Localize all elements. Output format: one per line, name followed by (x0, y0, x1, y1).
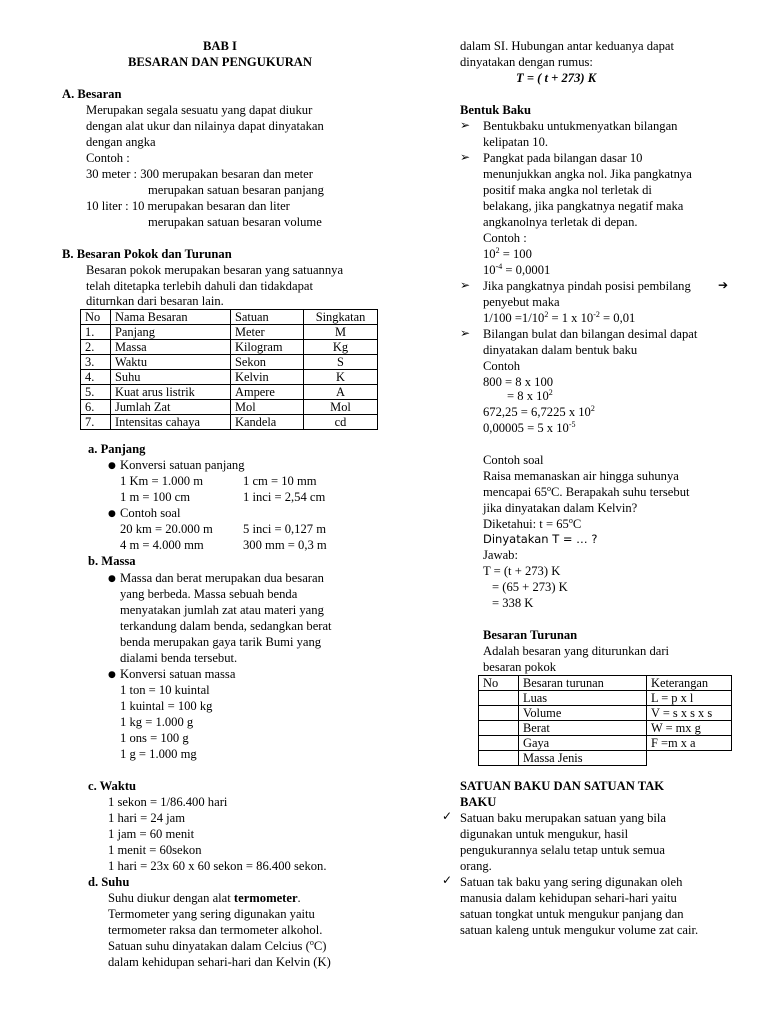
table-cell: M (304, 325, 378, 340)
text-run: = 0,0001 (502, 263, 551, 277)
exponent-example: 800 = 8 x 100 (483, 375, 554, 389)
conversion-row: 5 inci = 0,127 m (243, 522, 327, 536)
conversion-row: 1 kg = 1.000 g (120, 715, 194, 729)
table-cell (647, 751, 732, 766)
bullet-text: Contoh (483, 359, 521, 373)
section-a-text: dengan angka (86, 135, 156, 149)
contoh-soal-heading: Contoh soal (483, 453, 544, 467)
exponent-example (483, 420, 576, 436)
table-cell: Berat (519, 721, 647, 736)
section-a-heading: A. Besaran (62, 87, 122, 101)
table-row (81, 370, 378, 385)
superscript: o (568, 515, 573, 525)
table-cell: Suhu (111, 370, 231, 385)
table-cell: Kilogram (231, 340, 304, 355)
waktu-heading: c. Waktu (88, 779, 137, 793)
table-cell: Massa (111, 340, 231, 355)
text-run: C (572, 517, 582, 531)
section-b-heading: B. Besaran Pokok dan Turunan (62, 247, 232, 261)
table-header-cell: No (479, 676, 519, 691)
soal-text (483, 484, 690, 500)
conversion-row: 1 ton = 10 kuintal (120, 683, 210, 697)
panjang-heading: a. Panjang (88, 442, 146, 456)
text-run: C. Berapakah suhu tersebut (551, 485, 690, 499)
bentuk-baku-heading: Bentuk Baku (460, 103, 532, 117)
conversion-row: 1 ons = 100 g (120, 731, 189, 745)
text-run: = 1 x 10 (548, 311, 594, 325)
section-a-text: dengan alat ukur dan nilainya dapat dinyatakan (86, 119, 324, 133)
section-b-text: Besaran pokok merupakan besaran yang satuannya (86, 263, 344, 277)
bullet-text: belakang, jika pangkatnya negatif maka (483, 199, 684, 213)
table-cell: V = s x s x s (647, 706, 732, 721)
table-header-cell: No (81, 310, 111, 325)
conversion-row: 1 menit = 60sekon (108, 843, 202, 857)
table-row (81, 415, 378, 430)
bullet-text: orang. (460, 859, 492, 873)
table-cell: 4. (81, 370, 111, 385)
bullet-text: Konversi satuan massa (120, 667, 236, 681)
table-row (81, 355, 378, 370)
arrowhead-bullet-icon: ➢ (460, 278, 471, 292)
table-cell: Ampere (231, 385, 304, 400)
conversion-row: 1 g = 1.000 mg (120, 747, 197, 761)
text-run: C) (313, 939, 327, 953)
table-row (81, 400, 378, 415)
table-cell: Gaya (519, 736, 647, 751)
conversion-row: 1 cm = 10 mm (243, 474, 317, 488)
arrowhead-bullet-icon: ➢ (460, 118, 471, 132)
soal-text: Dinyatakan T = … ? (483, 532, 598, 546)
example-line: 10 liter : 10 merupakan besaran dan liter (86, 199, 290, 213)
satuan-baku-heading: SATUAN BAKU DAN SATUAN TAK (460, 779, 665, 793)
section-b-text: diturnkan dari besaran lain. (86, 294, 224, 308)
soal-text (483, 516, 581, 532)
derived-quantity-table (478, 675, 732, 766)
bullet-text: Massa dan berat merupakan dua besaran (120, 571, 324, 585)
table-cell: Mol (304, 400, 378, 415)
table-cell: Meter (231, 325, 304, 340)
superscript: 2 (495, 245, 500, 255)
bullet-text: dinyatakan dalam bentuk baku (483, 343, 638, 357)
table-cell (479, 751, 519, 766)
table-row (479, 691, 732, 706)
example-line: merupakan satuan besaran panjang (148, 183, 324, 197)
bullet-text: positif maka angka nol terletak di (483, 183, 652, 197)
bullet-text: Satuan tak baku yang sering digunakan oleh (460, 875, 683, 889)
conversion-row: 1 jam = 60 menit (108, 827, 195, 841)
table-cell: 1. (81, 325, 111, 340)
bullet-text: angkanolnya terletak di depan. (483, 215, 638, 229)
emphasis-text: termometer (233, 891, 298, 905)
text-run: = 0,01 (599, 311, 636, 325)
table-cell: 7. (81, 415, 111, 430)
table-cell: F =m x a (647, 736, 732, 751)
checkmark-bullet-icon: ✓ (442, 873, 453, 887)
table-cell: K (304, 370, 378, 385)
table-cell: S (304, 355, 378, 370)
table-cell: L = p x l (647, 691, 732, 706)
conversion-row: 300 mm = 0,3 m (243, 538, 327, 552)
bullet-text: kelipatan 10. (483, 135, 549, 149)
table-header-row (81, 310, 378, 325)
superscript: 2 (544, 309, 549, 319)
turunan-text: Adalah besaran yang diturunkan dari (483, 644, 670, 658)
exponent-example (483, 404, 595, 420)
suhu-heading: d. Suhu (88, 875, 130, 889)
exponent-example (483, 262, 550, 278)
bullet-text: Bilangan bulat dan bilangan desimal dapat (483, 327, 698, 341)
superscript: -5 (568, 419, 576, 429)
table-row (479, 706, 732, 721)
bullet-text: Contoh soal (120, 506, 181, 520)
text-run: = 100 (499, 247, 532, 261)
conversion-row: 1 kuintal = 100 kg (120, 699, 213, 713)
suhu-text (108, 890, 301, 906)
massa-heading: b. Massa (88, 554, 136, 568)
table-cell (479, 721, 519, 736)
superscript: -4 (495, 261, 503, 271)
bullet-text: manusia dalam kehidupan sehari-hari yaitu (460, 891, 677, 905)
chapter-number: BAB I (203, 39, 237, 53)
satuan-baku-heading: BAKU (460, 795, 497, 809)
table-cell: Volume (519, 706, 647, 721)
example-line: 30 meter : 300 merupakan besaran dan meter (86, 167, 313, 181)
table-cell: Luas (519, 691, 647, 706)
bullet-text: Contoh : (483, 231, 527, 245)
table-cell: 2. (81, 340, 111, 355)
superscript: o (547, 483, 551, 493)
text-run: Satuan suhu dinyatakan dalam Celcius ( (108, 939, 310, 953)
base-quantity-table (80, 309, 378, 430)
arrowhead-bullet-icon: ➢ (460, 150, 471, 164)
round-bullet-icon: ● (108, 461, 116, 471)
text-run: 672,25 = 6,7225 x 10 (483, 405, 591, 419)
bullet-text: dialami benda tersebut. (120, 651, 238, 665)
example-line: merupakan satuan besaran volume (148, 215, 322, 229)
bullet-text: benda merupakan gaya tarik Bumi yang (120, 635, 322, 649)
conversion-row: 4 m = 4.000 mm (120, 538, 204, 552)
conversion-row: 1 m = 100 cm (120, 490, 191, 504)
table-row (479, 721, 732, 736)
table-row (81, 325, 378, 340)
kelvin-formula: T = ( t + 273) K (516, 71, 597, 85)
suhu-text: dalam kehidupan sehari-hari dan Kelvin (K) (108, 955, 331, 969)
round-bullet-icon: ● (108, 670, 116, 680)
bullet-text: digunakan untuk mengukur, hasil (460, 827, 629, 841)
table-header-row (479, 676, 732, 691)
table-cell: 3. (81, 355, 111, 370)
superscript: -2 (593, 309, 600, 319)
table-cell: 5. (81, 385, 111, 400)
besaran-turunan-heading: Besaran Turunan (483, 628, 578, 642)
round-bullet-icon: ● (108, 509, 116, 519)
table-cell: Kelvin (231, 370, 304, 385)
table-header-cell: Nama Besaran (111, 310, 231, 325)
table-header-cell: Keterangan (647, 676, 732, 691)
soal-text: Jawab: (483, 548, 518, 562)
superscript: o (309, 937, 314, 947)
table-cell: Mol (231, 400, 304, 415)
round-bullet-icon: ● (108, 574, 116, 584)
superscript: 2 (590, 403, 595, 413)
bullet-text: pengukurannya selalu tetap untuk semua (460, 843, 665, 857)
turunan-text: besaran pokok (483, 660, 557, 674)
bullet-text: menunjukkan angka nol. Jika pangkatnya (483, 167, 692, 181)
continued-text: dalam SI. Hubungan antar keduanya dapat (460, 39, 675, 53)
conversion-row: 20 km = 20.000 m (120, 522, 213, 536)
continued-text: dinyatakan dengan rumus: (460, 55, 593, 69)
bullet-text: satuan kaleng untuk mengukur volume zat cair. (460, 923, 699, 937)
exponent-example (483, 246, 532, 262)
bullet-text: terkandung dalam benda, sedangkan berat (120, 619, 332, 633)
bullet-text: Pangkat pada bilangan dasar 10 (483, 151, 643, 165)
soal-text: jika dinyatakan dalam Kelvin? (483, 501, 638, 515)
soal-text: Raisa memanaskan air hingga suhunya (483, 469, 679, 483)
table-cell: Jumlah Zat (111, 400, 231, 415)
section-a-text: Contoh : (86, 151, 130, 165)
exponent-example (507, 388, 553, 404)
bullet-text: satuan tongkat untuk mengukur panjang dan (460, 907, 684, 921)
checkmark-bullet-icon: ✓ (442, 809, 453, 823)
suhu-text: termometer raksa dan termometer alkohol. (108, 923, 323, 937)
table-cell (479, 691, 519, 706)
table-cell: W = mx g (647, 721, 732, 736)
section-b-text: telah ditetapka terlebih dahuli dan tidakdapat (86, 279, 313, 293)
text-run: mencapai 65 (483, 485, 547, 499)
exponent-example (483, 310, 635, 326)
bullet-text: menyatakan jumlah zat atau materi yang (120, 603, 324, 617)
conversion-row: 1 hari = 23x 60 x 60 sekon = 86.400 sekon. (108, 859, 327, 873)
soal-text: T = (t + 273) K (483, 564, 561, 578)
table-cell: A (304, 385, 378, 400)
superscript: 2 (548, 387, 553, 397)
right-arrow-icon: ➔ (718, 278, 729, 292)
table-cell: cd (304, 415, 378, 430)
soal-text: = (65 + 273) K (492, 580, 568, 594)
text-run: . (297, 891, 301, 905)
table-cell: Panjang (111, 325, 231, 340)
suhu-text: Termometer yang sering digunakan yaitu (108, 907, 315, 921)
table-cell (479, 706, 519, 721)
section-a-text: Merupakan segala sesuatu yang dapat diukur (86, 103, 313, 117)
conversion-row: 1 Km = 1.000 m (120, 474, 204, 488)
bullet-text: yang berbeda. Massa sebuah benda (120, 587, 298, 601)
conversion-row: 1 inci = 2,54 cm (243, 490, 326, 504)
table-cell: Intensitas cahaya (111, 415, 231, 430)
table-cell: 6. (81, 400, 111, 415)
text-run: 10 (483, 263, 496, 277)
bullet-text: Konversi satuan panjang (120, 458, 245, 472)
text-run: 1/100 =1/10 (483, 311, 545, 325)
table-cell: Sekon (231, 355, 304, 370)
text-run: 10 (483, 247, 496, 261)
table-cell (479, 736, 519, 751)
table-row (479, 736, 732, 751)
text-run: Diketahui: t = 65 (483, 517, 569, 531)
table-cell: Kuat arus listrik (111, 385, 231, 400)
bullet-text: Bentukbaku untukmenyatkan bilangan (483, 119, 678, 133)
text-run: 0,00005 = 5 x 10 (483, 421, 569, 435)
table-cell: Waktu (111, 355, 231, 370)
bullet-text: penyebut maka (483, 295, 560, 309)
bullet-text: Jika pangkatnya pindah posisi pembilang (483, 279, 691, 293)
conversion-row: 1 hari = 24 jam (108, 811, 186, 825)
table-row (81, 340, 378, 355)
chapter-title: BESARAN DAN PENGUKURAN (127, 55, 313, 69)
suhu-text (108, 938, 326, 954)
table-cell: Massa Jenis (519, 751, 647, 766)
conversion-row: 1 sekon = 1/86.400 hari (108, 795, 228, 809)
bullet-text: Satuan baku merupakan satuan yang bila (460, 811, 666, 825)
table-row (479, 751, 732, 766)
table-row (81, 385, 378, 400)
arrowhead-bullet-icon: ➢ (460, 326, 471, 340)
text-run: Suhu diukur dengan alat (108, 891, 234, 905)
table-cell: Kg (304, 340, 378, 355)
table-header-cell: Singkatan (304, 310, 378, 325)
table-header-cell: Besaran turunan (519, 676, 647, 691)
table-cell: Kandela (231, 415, 304, 430)
table-header-cell: Satuan (231, 310, 304, 325)
soal-text: = 338 K (492, 596, 534, 610)
text-run: = 8 x 10 (507, 389, 549, 403)
